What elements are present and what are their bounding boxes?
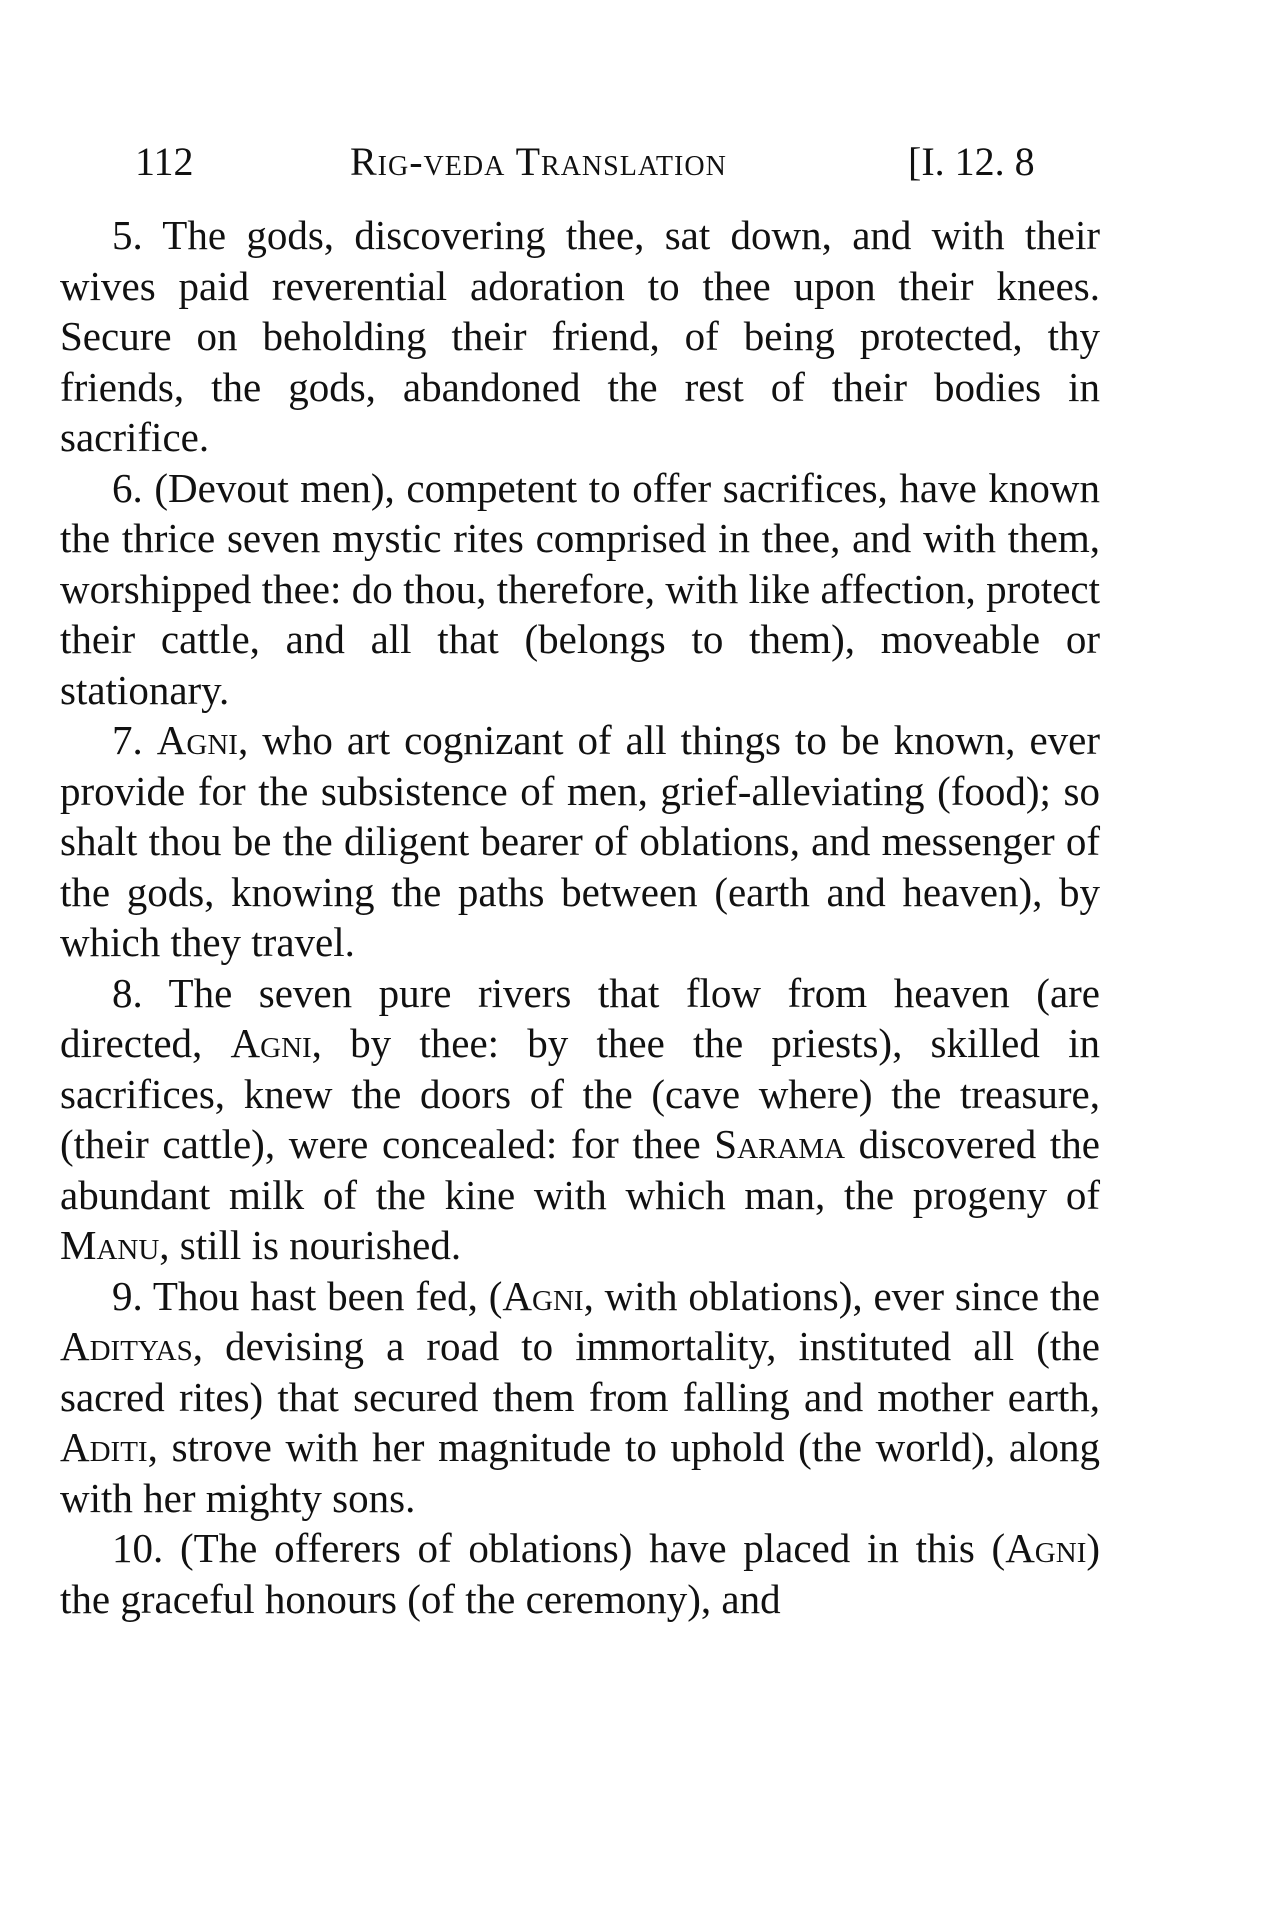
verse-text: Thou hast been fed, (	[152, 1272, 503, 1319]
verse-text: , with oblations), ever since the	[583, 1272, 1100, 1319]
proper-name: Agni	[230, 1020, 312, 1066]
verse-text: discovered the abundant milk of the kine with which man, the progeny of	[60, 1121, 1100, 1218]
verse-text: , strove with her magnitude to uphold (the world), along with her mighty sons.	[60, 1424, 1100, 1521]
verse-paragraph	[60, 210, 1100, 463]
verse-paragraph	[60, 968, 1100, 1271]
section-reference: [I. 12. 8	[908, 139, 1035, 184]
verse-number: 9.	[112, 1272, 143, 1319]
verse-text: , devising a road to immortality, instituted all (the sacred rites) that secured them from falling and mother earth,	[60, 1323, 1100, 1420]
running-title: Rig-veda Translation	[350, 139, 727, 184]
verse-number: 10.	[112, 1525, 164, 1571]
proper-name: Manu	[60, 1222, 160, 1268]
verse-number: 6.	[112, 464, 143, 511]
verse-text: The gods, discovering thee, sat down, and with their wives paid reverential adoration to thee upon their knees. Secure on beholding their friend, of being protected, thy friends, the gods, abandoned the rest of their bodies in sacrifice.	[60, 212, 1100, 460]
proper-name: Aditi	[60, 1424, 148, 1470]
running-header	[0, 132, 1269, 192]
verse-text: , still is nourished.	[159, 1222, 462, 1268]
verse-text: , by thee: by thee the priests), skilled in sacrifices, knew the doors of the (cave where) the treasure, (their cattle), were concealed: for thee	[60, 1020, 1101, 1167]
verse-paragraph	[60, 463, 1100, 716]
proper-name: Agni	[1005, 1525, 1087, 1571]
proper-name: Sarama	[714, 1121, 846, 1167]
proper-name: Agni	[156, 717, 238, 763]
page-number: 112	[135, 139, 194, 184]
verse-text: ) the graceful honours (of the ceremony), and	[60, 1525, 1101, 1622]
verse-number: 5.	[112, 212, 143, 258]
proper-name: Agni	[502, 1272, 584, 1319]
verse-paragraph	[60, 1523, 1100, 1624]
verse-paragraph	[60, 1271, 1100, 1524]
verse-text: (The offerers of oblations) have placed in this (	[179, 1525, 1006, 1571]
proper-name: Adityas	[60, 1323, 193, 1369]
verse-number: 7.	[112, 717, 143, 763]
verse-number: 8.	[112, 969, 143, 1016]
verse-text: , who art cognizant of all things to be known, ever provide for the subsistence of men, grief-alleviating (food); so shalt thou be the diligent bearer of oblations, and messenger of the gods, knowing the paths between (earth and heaven), by which they travel.	[60, 717, 1100, 965]
verse-paragraph	[60, 715, 1100, 968]
verse-text: The seven pure rivers that flow from heaven (are directed,	[60, 969, 1101, 1066]
body-text	[60, 210, 1100, 1624]
verse-text: (Devout men), competent to offer sacrifices, have known the thrice seven mystic rites comprised in thee, and with them, worshipped thee: do thou, therefore, with like affection, protect their cattle, and all that (belongs to them), moveable or stationary.	[60, 464, 1101, 713]
